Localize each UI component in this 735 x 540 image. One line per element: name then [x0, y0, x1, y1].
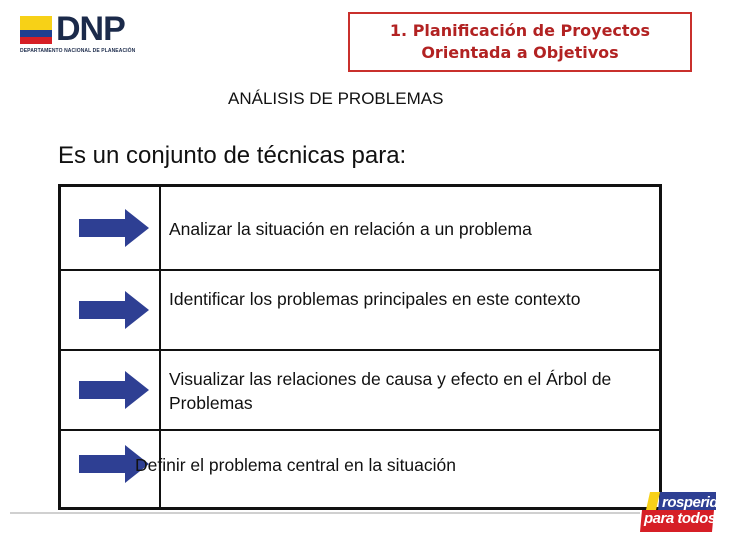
prosperidad-logo	[640, 490, 735, 534]
slide-title-box	[348, 12, 692, 72]
slide-title-line-2: Orientada a Objetivos	[421, 43, 619, 62]
right-arrow-icon	[79, 291, 149, 329]
right-arrow-icon	[79, 371, 149, 409]
intro-text: Es un conjunto de técnicas para:	[58, 142, 407, 169]
footer-logo-line-2: para todos	[644, 510, 716, 527]
technique-row	[61, 269, 659, 349]
technique-row	[61, 429, 659, 509]
section-heading: ANÁLISIS DE PROBLEMAS	[228, 89, 444, 108]
technique-text: Visualizar las relaciones de causa y efecto en el Árbol de Problemas	[169, 369, 612, 413]
slide-title-line-1: 1. Planificación de Proyectos	[389, 21, 651, 40]
technique-row	[61, 187, 659, 269]
technique-text: Analizar la situación en relación a un problema	[169, 219, 532, 239]
footer-divider	[10, 512, 640, 514]
logo-wordmark: DNP	[56, 10, 125, 48]
right-arrow-icon	[79, 209, 149, 247]
technique-text: Identificar los problemas principales en este contexto	[169, 289, 581, 309]
dnp-logo	[20, 10, 138, 54]
colombia-flag-icon	[20, 16, 52, 44]
technique-text: Definir el problema central en la situación	[135, 455, 456, 475]
technique-row	[61, 349, 659, 429]
logo-subtitle: DEPARTAMENTO NACIONAL DE PLANEACIÓN	[20, 48, 136, 54]
techniques-table	[58, 184, 662, 510]
footer-logo-line-1: rosperidad	[662, 494, 735, 511]
